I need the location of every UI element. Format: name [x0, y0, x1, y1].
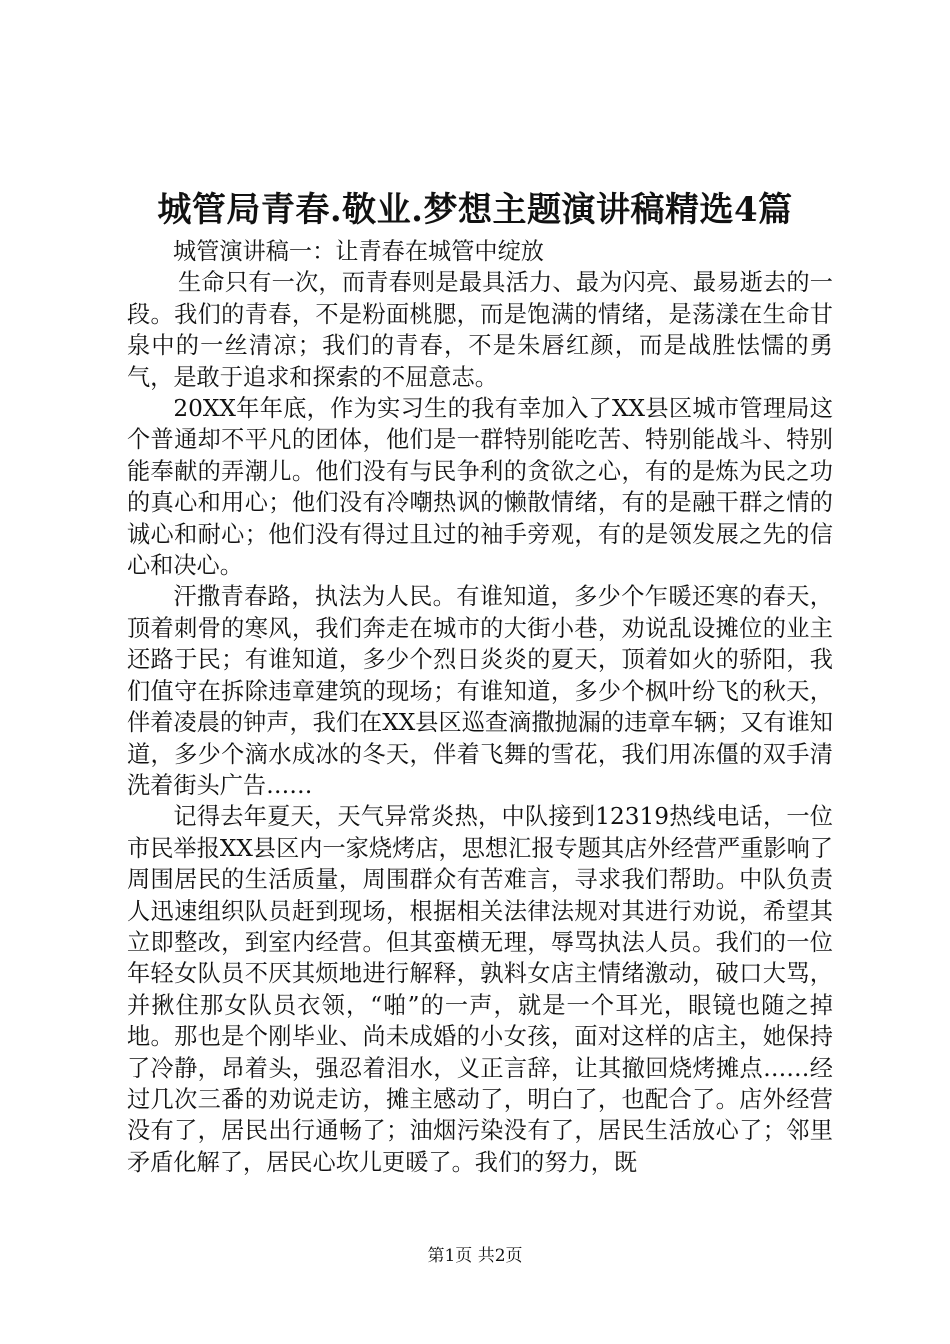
document-body	[127, 236, 833, 1178]
paragraph-3: 汗撒青春路，执法为人民。有谁知道，多少个乍暖还寒的春天，顶着刺骨的寒风，我们奔走在城市的大街小巷，劝说乱设摊位的业主还路于民；有谁知道，多少个烈日炎炎的夏天，顶着如火的骄阳，我们值守在拆除违章建筑的现场；有谁知道，多少个枫叶纷飞的秋天，伴着凌晨的钟声，我们在XX县区巡查滴撒抛漏的违章车辆；又有谁知道，多少个滴水成冰的冬天，伴着飞舞的雪花，我们用冻僵的双手清洗着街头广告……	[127, 583, 833, 799]
page-number-footer: 第1页 共2页	[427, 1246, 523, 1266]
paragraph-1: 生命只有一次，而青春则是最具活力、最为闪亮、最易逝去的一段。我们的青春，不是粉面桃腮，而是饱满的情绪，是荡漾在生命甘泉中的一丝清凉；我们的青春，不是朱唇红颜，而是战胜怯懦的勇气，是敢于追求和探索的不屈意志。	[127, 269, 833, 391]
paragraph-4: 记得去年夏天，天气异常炎热，中队接到12319热线电话，一位市民举报XX县区内一家烧烤店，思想汇报专题其店外经营严重影响了周围居民的生活质量，周围群众有苦难言，寻求我们帮助。中队负责人迅速组织队员赶到现场，根据相关法律法规对其进行劝说，希望其立即整改，到室内经营。但其蛮横无理，辱骂执法人员。我们的一位年轻女队员不厌其烦地进行解释，孰料女店主情绪激动，破口大骂，并揪住那女队员衣领，“啪”的一声，就是一个耳光，眼镜也随之掉地。那也是个刚毕业、尚未成婚的小女孩，面对这样的店主，她保持了冷静，昂着头，强忍着泪水，义正言辞，让其撤回烧烤摊点……经过几次三番的劝说走访，摊主感动了，明白了，也配合了。店外经营没有了，居民出行通畅了；油烟污染没有了，居民生活放心了；邻里矛盾化解了，居民心坎儿更暖了。我们的努力，既	[127, 803, 833, 1176]
document-title: 城管局青春.敬业.梦想主题演讲稿精选4篇	[157, 190, 793, 230]
section-subtitle: 城管演讲稿一：让青春在城管中绽放	[173, 238, 544, 265]
paragraph-2: 20XX年年底，作为实习生的我有幸加入了XX县区城市管理局这个普通却不平凡的团体，他们是一群特别能吃苦、特别能战斗、特别能奉献的弄潮儿。他们没有与民争利的贪欲之心，有的是炼为民之功的真心和用心；他们没有冷嘲热讽的懒散情绪，有的是融干群之情的诚心和耐心；他们没有得过且过的袖手旁观，有的是领发展之先的信心和决心。	[127, 395, 833, 580]
